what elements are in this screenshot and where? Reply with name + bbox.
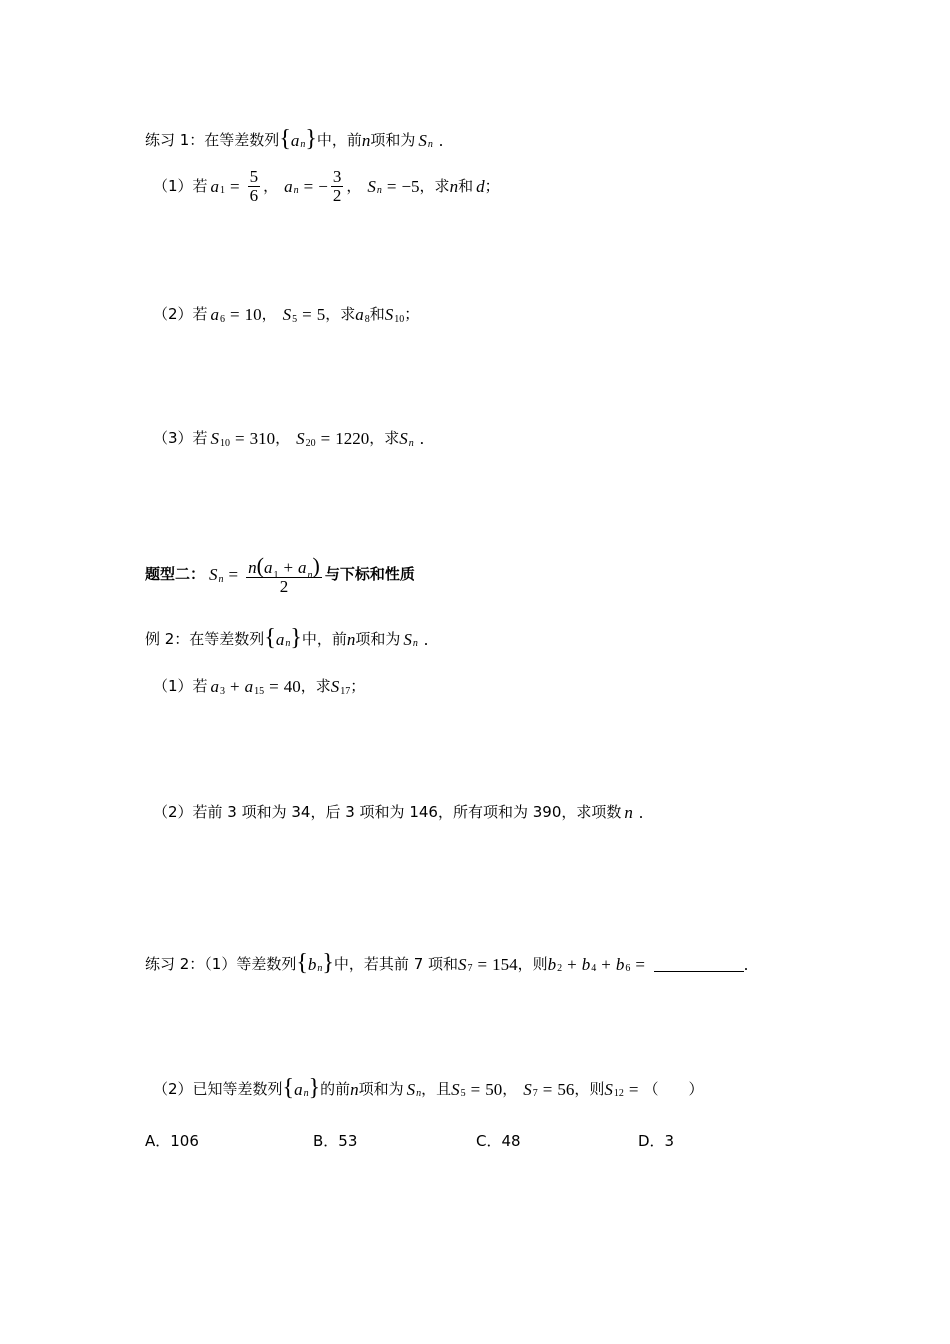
exercise2-part2: （2）已知等差数列 { a n } 的前 n 项和为 S n ，且 S 5 = 50 ， S 7 = 56 ，则 S 12 = （ ） bbox=[153, 1075, 704, 1101]
fraction-an: $\frac{3}{2}$ bbox=[332, 167, 342, 205]
example2-part1: （1）若 a 3 + a 15 = 40 ，求 S 17 ； bbox=[153, 677, 366, 697]
exercise2-part1: 练习 2：（1）等差数列 { b n } 中，若其前 7 项和 S 7 = 154 ，则 b 2 + b 4 + b 6 = . bbox=[145, 950, 749, 976]
fraction-a1: $\frac{5}{6}$ bbox=[249, 167, 259, 205]
choice-d[interactable]: D．3 bbox=[638, 1132, 675, 1150]
example2-part2: （2）若前 3 项和为 34，后 3 项和为 146，所有项和为 390，求项数 n . bbox=[153, 803, 644, 822]
answer-paren[interactable]: （ ） bbox=[643, 1079, 704, 1098]
choice-b[interactable]: B．53 bbox=[313, 1132, 358, 1150]
choice-a[interactable]: A．106 bbox=[145, 1132, 199, 1150]
exercise1-part1: （1）若 a 1 = $\frac{5}{6}$ ， a n = − $\frac{3}{2}$ ， S n = −5 ，求 n 和 d ； bbox=[153, 167, 500, 205]
sum-formula-fraction: $\frac{n(a_1 + a_n)}{2}$ bbox=[248, 553, 320, 597]
example2-title: 例 2：在等差数列 { a n } 中，前 n 项和为 S n . bbox=[145, 625, 429, 651]
exercise1-part3: （3）若 S 10 = 310 ， S 20 = 1220 ，求 S n . bbox=[153, 429, 425, 449]
exercise1-title: 练习 1：在等差数列 { a n } 中，前 n 项和为 S n . bbox=[145, 126, 444, 152]
section-type2-title: 题型二： S n = $\frac{n(a_1 + a_n)}{2}$ 与下标和性质 bbox=[145, 553, 415, 597]
choice-c[interactable]: C．48 bbox=[476, 1132, 521, 1150]
exercise1-part2: （2）若 a 6 = 10 ， S 5 = 5 ，求 a 8 和 S 10 ； bbox=[153, 305, 420, 325]
answer-blank[interactable] bbox=[654, 957, 744, 972]
